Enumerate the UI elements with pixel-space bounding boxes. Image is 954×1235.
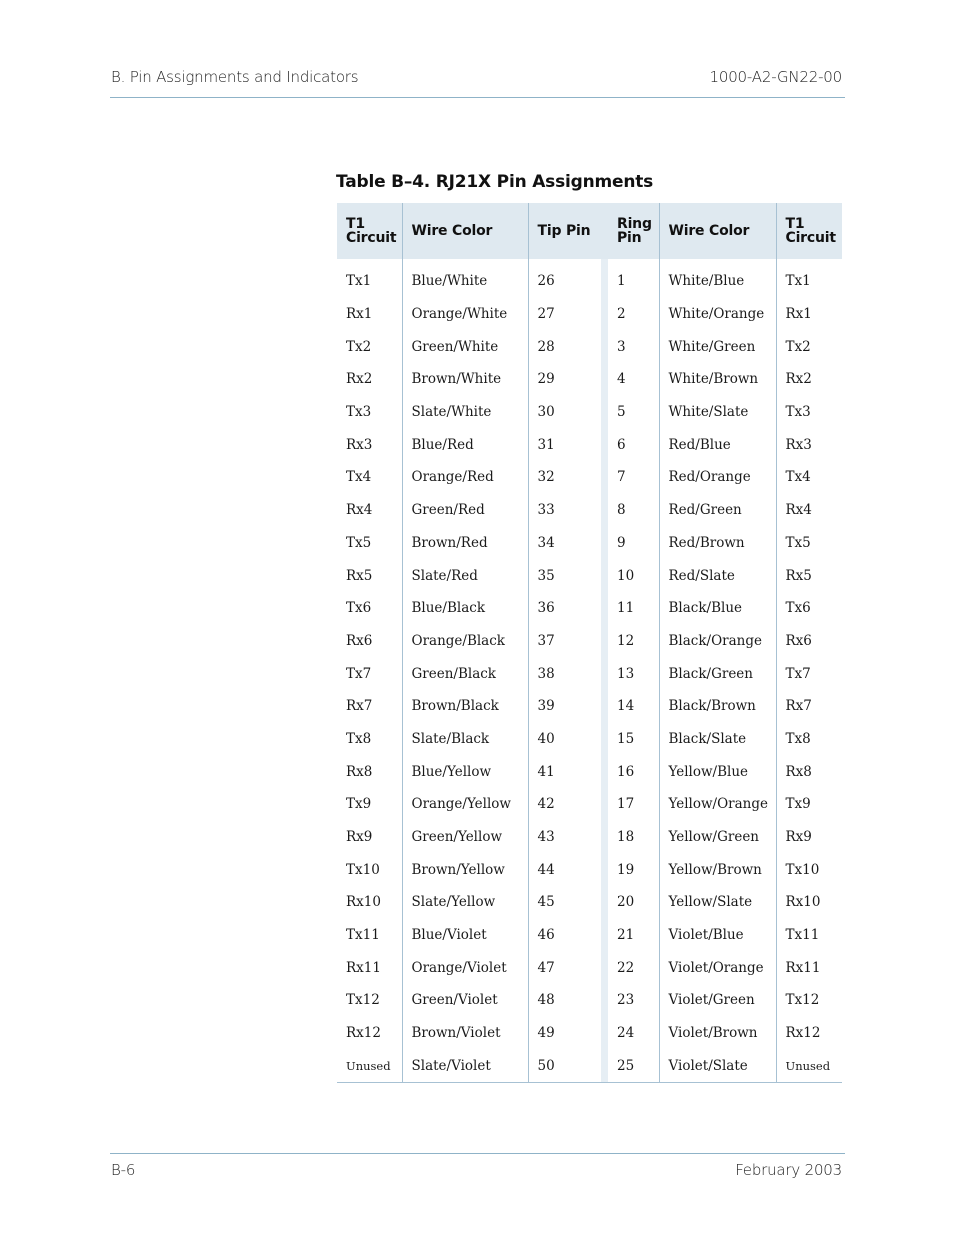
table-row <box>337 951 842 984</box>
cell-wire-color-left: Slate/Yellow <box>402 886 528 919</box>
cell-tip-pin: 43 <box>528 821 601 854</box>
running-header-doc-number: 1000-A2-GN22-00 <box>709 68 842 86</box>
cell-t1-circuit-left: Tx10 <box>346 861 380 878</box>
cell-ring-pin: 4 <box>617 371 626 388</box>
cell-t1-circuit-left: Tx9 <box>346 796 372 813</box>
running-header-section: B. Pin Assignments and Indicators <box>111 68 359 86</box>
column-gap <box>601 494 608 527</box>
cell-wire-color-right: Red/Brown <box>659 527 776 560</box>
cell-wire-color-right: Red/Blue <box>659 428 776 461</box>
column-gap <box>601 821 608 854</box>
cell-tip-pin: 41 <box>528 755 601 788</box>
cell-tip-pin: 46 <box>528 919 601 952</box>
column-gap <box>601 886 608 919</box>
publication-date: February 2003 <box>735 1161 842 1179</box>
cell-t1-circuit-left: Rx6 <box>346 632 373 649</box>
cell-ring-pin: 19 <box>617 861 635 878</box>
cell-ring-pin: 18 <box>617 829 635 846</box>
cell-wire-color-left: Green/Yellow <box>402 821 528 854</box>
cell-ring-pin: 25 <box>608 1050 659 1083</box>
cell-wire-color-right: Red/Orange <box>659 461 776 494</box>
table-row <box>337 853 842 886</box>
cell-ring-pin: 7 <box>617 469 626 486</box>
cell-t1-circuit-left: Tx8 <box>346 730 372 747</box>
cell-ring-pin: 10 <box>617 567 635 584</box>
table-row <box>337 625 842 658</box>
cell-wire-color-left: Green/White <box>402 330 528 363</box>
cell-t1-circuit-left: Rx1 <box>346 306 373 323</box>
table-row <box>337 494 842 527</box>
cell-wire-color-right: Yellow/Brown <box>659 853 776 886</box>
cell-tip-pin: 44 <box>528 853 601 886</box>
cell-ring-pin: 11 <box>617 600 635 617</box>
cell-wire-color-left: Green/Black <box>402 657 528 690</box>
cell-tip-pin: 34 <box>528 527 601 560</box>
column-gap <box>601 919 608 952</box>
cell-wire-color-right: Yellow/Green <box>659 821 776 854</box>
cell-wire-color-left: Blue/White <box>402 259 528 298</box>
column-gap <box>601 203 608 259</box>
column-gap <box>601 951 608 984</box>
cell-t1-circuit-right: Rx11 <box>776 951 842 984</box>
cell-t1-circuit-right: Rx2 <box>776 363 842 396</box>
column-gap <box>601 428 608 461</box>
cell-t1-circuit-right: Rx6 <box>776 625 842 658</box>
cell-wire-color-left: Brown/Violet <box>402 1017 528 1050</box>
table-row <box>337 821 842 854</box>
table-body <box>337 259 842 1083</box>
column-gap <box>601 984 608 1017</box>
column-gap <box>601 1017 608 1050</box>
cell-wire-color-left: Brown/Red <box>402 527 528 560</box>
cell-tip-pin: 37 <box>528 625 601 658</box>
column-gap <box>601 559 608 592</box>
cell-wire-color-left: Blue/Black <box>402 592 528 625</box>
column-gap <box>601 396 608 429</box>
cell-wire-color-right: Violet/Blue <box>659 919 776 952</box>
cell-tip-pin: 49 <box>528 1017 601 1050</box>
cell-wire-color-right: Black/Blue <box>659 592 776 625</box>
cell-wire-color-left: Orange/White <box>402 298 528 331</box>
table-row <box>337 1017 842 1050</box>
column-gap <box>601 1050 608 1083</box>
cell-wire-color-left: Green/Violet <box>402 984 528 1017</box>
cell-tip-pin: 48 <box>528 984 601 1017</box>
table-header <box>337 203 842 259</box>
column-gap <box>601 690 608 723</box>
cell-tip-pin: 31 <box>528 428 601 461</box>
cell-t1-circuit-left: Rx7 <box>346 698 373 715</box>
cell-tip-pin: 28 <box>528 330 601 363</box>
table-row <box>337 1050 842 1083</box>
cell-wire-color-left: Brown/Yellow <box>402 853 528 886</box>
cell-ring-pin: 6 <box>617 436 626 453</box>
cell-wire-color-left: Slate/White <box>402 396 528 429</box>
cell-t1-circuit-left: Rx12 <box>346 1025 381 1042</box>
table-row <box>337 592 842 625</box>
cell-t1-circuit-left: Unused <box>337 1050 402 1083</box>
cell-t1-circuit-right: Unused <box>776 1050 842 1083</box>
table-row <box>337 527 842 560</box>
cell-wire-color-left: Orange/Violet <box>402 951 528 984</box>
cell-wire-color-left: Brown/White <box>402 363 528 396</box>
cell-wire-color-left: Slate/Black <box>402 723 528 756</box>
cell-wire-color-right: Red/Green <box>659 494 776 527</box>
cell-ring-pin: 17 <box>617 796 635 813</box>
table-row <box>337 919 842 952</box>
cell-t1-circuit-left: Rx3 <box>346 436 373 453</box>
cell-t1-circuit-left: Tx2 <box>346 338 372 355</box>
table-row <box>337 298 842 331</box>
cell-wire-color-left: Blue/Red <box>402 428 528 461</box>
cell-ring-pin: 1 <box>617 273 626 290</box>
cell-t1-circuit-right: Rx10 <box>776 886 842 919</box>
cell-wire-color-right: Red/Slate <box>659 559 776 592</box>
cell-wire-color-right: Violet/Green <box>659 984 776 1017</box>
cell-tip-pin: 36 <box>528 592 601 625</box>
cell-t1-circuit-right: Tx8 <box>776 723 842 756</box>
cell-tip-pin: 39 <box>528 690 601 723</box>
cell-ring-pin: 24 <box>617 1025 635 1042</box>
cell-t1-circuit-right: Tx4 <box>776 461 842 494</box>
cell-ring-pin: 16 <box>617 763 635 780</box>
cell-tip-pin: 42 <box>528 788 601 821</box>
cell-t1-circuit-left: Tx3 <box>346 404 372 421</box>
column-gap <box>601 259 608 298</box>
column-header-wire-color-left: Wire Color <box>402 203 528 259</box>
table-row <box>337 330 842 363</box>
cell-t1-circuit-right: Tx2 <box>776 330 842 363</box>
cell-t1-circuit-right: Rx5 <box>776 559 842 592</box>
cell-wire-color-left: Orange/Black <box>402 625 528 658</box>
cell-wire-color-right: Violet/Brown <box>659 1017 776 1050</box>
cell-tip-pin: 35 <box>528 559 601 592</box>
cell-wire-color-right: Yellow/Blue <box>659 755 776 788</box>
table-row <box>337 984 842 1017</box>
cell-tip-pin: 29 <box>528 363 601 396</box>
table-row <box>337 886 842 919</box>
cell-t1-circuit-right: Tx5 <box>776 527 842 560</box>
cell-t1-circuit-right: Tx1 <box>776 259 842 298</box>
table-row <box>337 657 842 690</box>
cell-t1-circuit-right: Rx8 <box>776 755 842 788</box>
cell-ring-pin: 2 <box>617 306 626 323</box>
cell-tip-pin: 47 <box>528 951 601 984</box>
cell-ring-pin: 23 <box>617 992 635 1009</box>
cell-ring-pin: 12 <box>617 632 635 649</box>
cell-t1-circuit-right: Rx4 <box>776 494 842 527</box>
column-header-ring-pin: Ring Pin <box>608 203 659 259</box>
column-gap <box>601 363 608 396</box>
cell-wire-color-right: Yellow/Orange <box>659 788 776 821</box>
table-row <box>337 428 842 461</box>
cell-t1-circuit-right: Rx3 <box>776 428 842 461</box>
cell-t1-circuit-left: Tx6 <box>346 600 372 617</box>
cell-t1-circuit-left: Tx1 <box>346 273 372 290</box>
column-header-wire-color-right: Wire Color <box>659 203 776 259</box>
cell-tip-pin: 50 <box>528 1050 601 1083</box>
cell-wire-color-left: Brown/Black <box>402 690 528 723</box>
column-gap <box>601 788 608 821</box>
cell-tip-pin: 32 <box>528 461 601 494</box>
table-row <box>337 690 842 723</box>
column-header-tip-pin: Tip Pin <box>528 203 601 259</box>
footer-rule <box>110 1153 845 1154</box>
cell-t1-circuit-left: Rx4 <box>346 502 373 519</box>
cell-ring-pin: 20 <box>617 894 635 911</box>
cell-t1-circuit-left: Tx12 <box>346 992 380 1009</box>
cell-wire-color-right: White/Brown <box>659 363 776 396</box>
cell-t1-circuit-left: Rx9 <box>346 829 373 846</box>
table-row <box>337 788 842 821</box>
cell-wire-color-right: White/Orange <box>659 298 776 331</box>
cell-ring-pin: 22 <box>617 959 635 976</box>
cell-wire-color-left: Blue/Violet <box>402 919 528 952</box>
cell-tip-pin: 40 <box>528 723 601 756</box>
cell-wire-color-right: White/Green <box>659 330 776 363</box>
cell-t1-circuit-left: Rx10 <box>346 894 381 911</box>
column-gap <box>601 853 608 886</box>
page-number: B-6 <box>111 1161 136 1179</box>
cell-t1-circuit-right: Tx3 <box>776 396 842 429</box>
cell-wire-color-right: Violet/Orange <box>659 951 776 984</box>
cell-t1-circuit-right: Tx7 <box>776 657 842 690</box>
header-rule <box>110 97 845 98</box>
cell-tip-pin: 27 <box>528 298 601 331</box>
column-gap <box>601 723 608 756</box>
table-row <box>337 559 842 592</box>
cell-wire-color-right: White/Slate <box>659 396 776 429</box>
cell-t1-circuit-right: Tx9 <box>776 788 842 821</box>
cell-t1-circuit-right: Rx7 <box>776 690 842 723</box>
cell-wire-color-left: Slate/Violet <box>402 1050 528 1083</box>
cell-ring-pin: 8 <box>617 502 626 519</box>
cell-ring-pin: 14 <box>617 698 635 715</box>
cell-wire-color-right: Black/Brown <box>659 690 776 723</box>
cell-t1-circuit-left: Tx7 <box>346 665 372 682</box>
cell-tip-pin: 30 <box>528 396 601 429</box>
table-row <box>337 396 842 429</box>
cell-t1-circuit-right: Rx12 <box>776 1017 842 1050</box>
cell-t1-circuit-left: Tx11 <box>346 927 380 944</box>
column-gap <box>601 527 608 560</box>
column-gap <box>601 298 608 331</box>
cell-t1-circuit-right: Tx10 <box>776 853 842 886</box>
table-row <box>337 755 842 788</box>
cell-t1-circuit-left: Tx5 <box>346 534 372 551</box>
cell-ring-pin: 5 <box>617 404 626 421</box>
table-title: Table B–4. RJ21X Pin Assignments <box>336 172 654 192</box>
column-gap <box>601 330 608 363</box>
cell-wire-color-left: Orange/Red <box>402 461 528 494</box>
column-gap <box>601 657 608 690</box>
cell-wire-color-right: Violet/Slate <box>659 1050 776 1083</box>
cell-wire-color-left: Green/Red <box>402 494 528 527</box>
cell-t1-circuit-right: Tx12 <box>776 984 842 1017</box>
column-gap <box>601 461 608 494</box>
cell-wire-color-right: Black/Green <box>659 657 776 690</box>
cell-t1-circuit-left: Tx4 <box>346 469 372 486</box>
cell-t1-circuit-right: Tx6 <box>776 592 842 625</box>
column-gap <box>601 592 608 625</box>
cell-wire-color-left: Blue/Yellow <box>402 755 528 788</box>
table-row <box>337 259 842 298</box>
cell-wire-color-right: White/Blue <box>659 259 776 298</box>
cell-wire-color-right: Yellow/Slate <box>659 886 776 919</box>
cell-t1-circuit-right: Rx1 <box>776 298 842 331</box>
cell-wire-color-right: Black/Orange <box>659 625 776 658</box>
cell-t1-circuit-right: Rx9 <box>776 821 842 854</box>
cell-ring-pin: 21 <box>617 927 635 944</box>
table-row <box>337 723 842 756</box>
cell-ring-pin: 9 <box>617 534 626 551</box>
cell-t1-circuit-left: Rx11 <box>346 959 381 976</box>
table-header-row <box>337 203 842 259</box>
table-row <box>337 461 842 494</box>
cell-tip-pin: 45 <box>528 886 601 919</box>
cell-tip-pin: 26 <box>528 259 601 298</box>
cell-t1-circuit-left: Rx8 <box>346 763 373 780</box>
column-gap <box>601 755 608 788</box>
cell-ring-pin: 13 <box>617 665 635 682</box>
column-gap <box>601 625 608 658</box>
cell-t1-circuit-right: Tx11 <box>776 919 842 952</box>
cell-wire-color-left: Orange/Yellow <box>402 788 528 821</box>
cell-t1-circuit-left: Rx2 <box>346 371 373 388</box>
column-header-t1-circuit-left: T1 Circuit <box>337 203 402 259</box>
column-header-t1-circuit-right: T1 Circuit <box>776 203 842 259</box>
cell-ring-pin: 3 <box>617 338 626 355</box>
cell-tip-pin: 33 <box>528 494 601 527</box>
cell-ring-pin: 15 <box>617 730 635 747</box>
pin-assignment-table <box>337 203 842 1083</box>
cell-t1-circuit-left: Rx5 <box>346 567 373 584</box>
cell-tip-pin: 38 <box>528 657 601 690</box>
table-row <box>337 363 842 396</box>
cell-wire-color-left: Slate/Red <box>402 559 528 592</box>
cell-wire-color-right: Black/Slate <box>659 723 776 756</box>
